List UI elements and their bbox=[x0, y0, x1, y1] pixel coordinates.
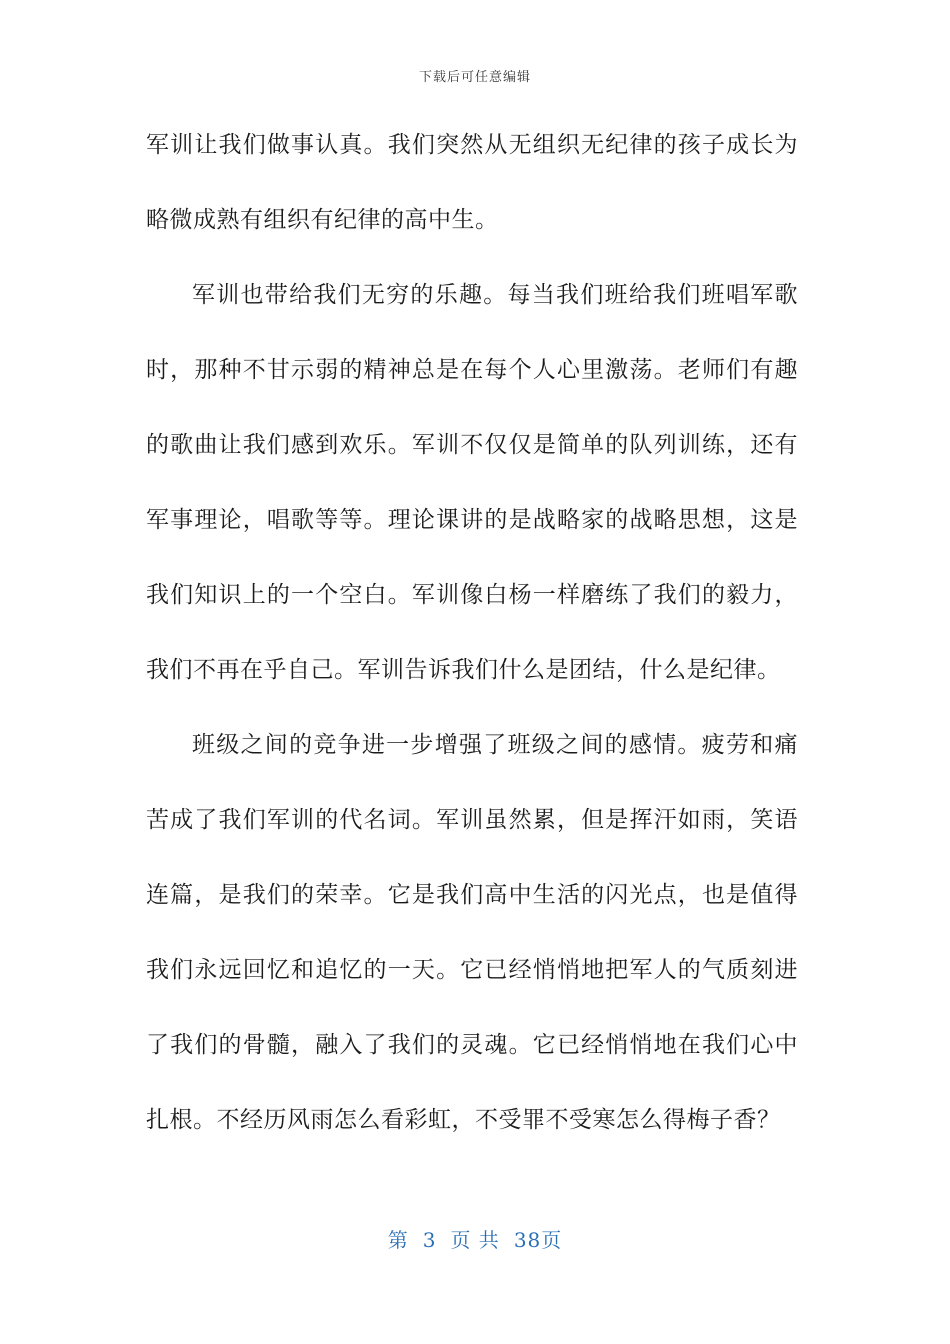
text-line: 军训也带给我们无穷的乐趣。每当我们班给我们班唱军歌 bbox=[192, 282, 798, 308]
footer-prefix: 第 bbox=[387, 1228, 409, 1252]
text-line: 我们不再在乎自己。军训告诉我们什么是团结，什么是纪律。 bbox=[146, 657, 781, 683]
text-line: 班级之间的竞争进一步增强了班级之间的感情。疲劳和痛 bbox=[192, 732, 798, 758]
footer-suffix: 页 bbox=[541, 1228, 563, 1252]
text-line: 的歌曲让我们感到欢乐。军训不仅仅是简单的队列训练，还有 bbox=[146, 432, 798, 458]
page-footer bbox=[0, 1224, 950, 1253]
text-line: 我们知识上的一个空白。军训像白杨一样磨练了我们的毅力， bbox=[146, 582, 798, 608]
text-line: 时，那种不甘示弱的精神总是在每个人心里激荡。老师们有趣 bbox=[146, 357, 798, 383]
text-line: 军事理论，唱歌等等。理论课讲的是战略家的战略思想，这是 bbox=[146, 507, 798, 533]
footer-page-number: 3 bbox=[422, 1228, 437, 1252]
text-line: 我们永远回忆和追忆的一天。它已经悄悄地把军人的气质刻进 bbox=[146, 957, 798, 983]
text-line: 扎根。不经历风雨怎么看彩虹，不受罪不受寒怎么得梅子香？ bbox=[146, 1107, 781, 1133]
body-text bbox=[146, 124, 798, 1174]
text-line: 连篇，是我们的荣幸。它是我们高中生活的闪光点，也是值得 bbox=[146, 882, 798, 908]
text-line: 军训让我们做事认真。我们突然从无组织无纪律的孩子成长为 bbox=[146, 132, 798, 158]
text-line: 略微成熟有组织有纪律的高中生。 bbox=[146, 207, 499, 233]
footer-total-pages: 38 bbox=[513, 1228, 542, 1252]
header-text: 下载后可任意编辑 bbox=[418, 70, 531, 85]
text-line: 了我们的骨髓，融入了我们的灵魂。它已经悄悄地在我们心中 bbox=[146, 1032, 798, 1058]
footer-middle: 页 共 bbox=[450, 1228, 500, 1252]
text-line: 苦成了我们军训的代名词。军训虽然累，但是挥汗如雨，笑语 bbox=[146, 807, 798, 833]
page-header bbox=[0, 66, 950, 85]
